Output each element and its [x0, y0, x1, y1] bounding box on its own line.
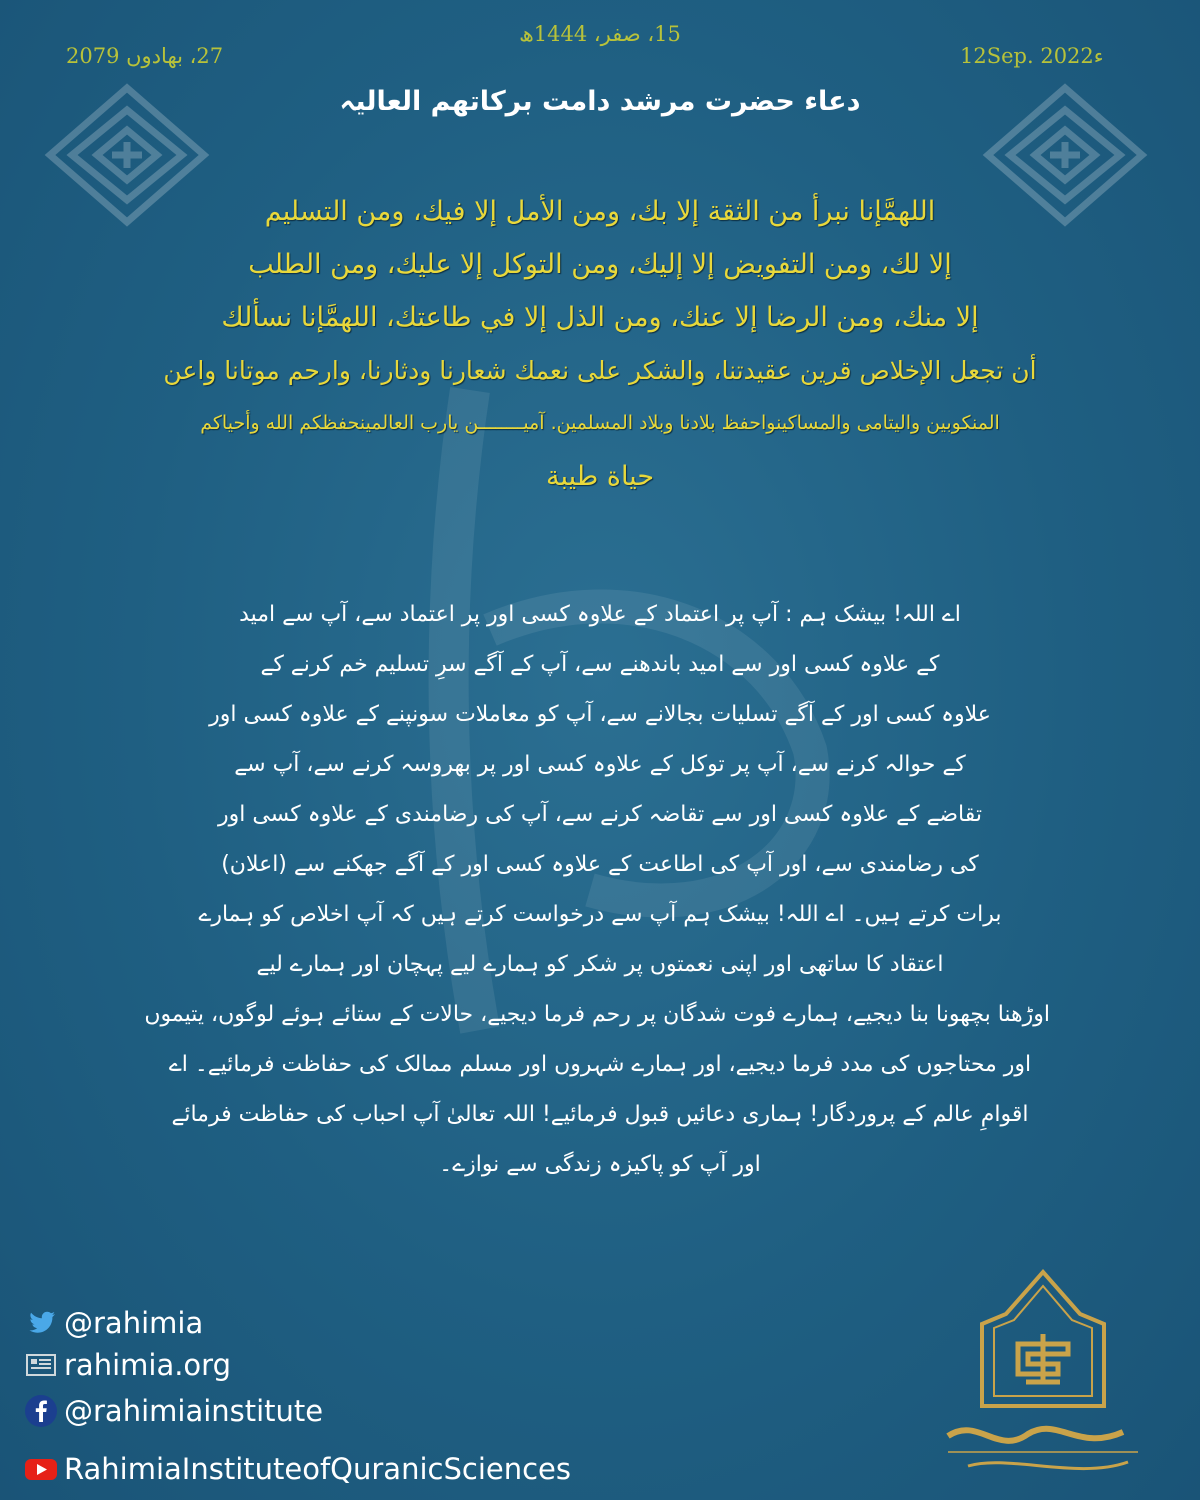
- arabic-line: اللهمَّإنا نبرأ من الثقة إلا بك، ومن الأمل إلا فيك، ومن التسليم: [264, 196, 936, 227]
- urdu-line: اور محتاجوں کی مدد فرما دیجیے، اور ہمارے شہروں اور مسلم ممالک کی حفاظت فرمائیے۔ اے: [168, 1052, 1032, 1077]
- urdu-line: علاوہ کسی اور کے آگے تسلیات بجالانے سے، آپ کو معاملات سونپنے کے علاوہ کسی اور: [209, 702, 991, 727]
- urdu-line: کے حوالہ کرنے سے، آپ پر توکل کے علاوہ کسی اور پر بھروسہ کرنے سے، آپ سے: [234, 752, 966, 777]
- urdu-line: برات کرتے ہیں۔ اے اللہ! بیشک ہم آپ سے درخواست کرتے ہیں کہ آپ اخلاص کو ہمارے: [198, 902, 1002, 927]
- website-url: rahimia.org: [64, 1348, 231, 1382]
- arabic-line: أن تجعل الإخلاص قرين عقيدتنا، والشكر على نعمك شعارنا ودثارنا، وارحم موتانا واعن: [163, 356, 1037, 385]
- facebook-icon: [24, 1394, 58, 1428]
- page-title: دعاء حضرت مرشد دامت برکاتھم العالیہ: [339, 86, 861, 117]
- urdu-translation: [144, 590, 1050, 1190]
- website-link[interactable]: [24, 1348, 231, 1382]
- urdu-line: اعتقاد کا ساتھی اور اپنی نعمتوں پر شکر کو ہمارے لیے پہچان اور ہمارے لیے: [256, 952, 944, 977]
- urdu-line: اور آپ کو پاکیزہ زندگی سے نوازے۔: [439, 1152, 761, 1177]
- arabic-line: حياة طيبة: [545, 461, 655, 492]
- twitter-link[interactable]: [24, 1306, 203, 1340]
- twitter-handle: @rahimia: [64, 1306, 204, 1340]
- youtube-channel: RahimiaInstituteofQuranicSciences: [64, 1452, 571, 1486]
- urdu-line: اوڑھنا بچھونا بنا دیجیے، ہمارے فوت شدگان پر رحم فرما دیجیے، حالات کے ستائے ہوئے لوگوں، یتیموں: [144, 1002, 1050, 1027]
- facebook-handle: @rahimiainstitute: [64, 1394, 324, 1428]
- rahimia-logo: [908, 1266, 1178, 1496]
- facebook-link[interactable]: [24, 1394, 323, 1428]
- hijri-date: 15، صفر، 1444ھ: [519, 22, 681, 46]
- arabic-line: إلا لك، ومن التفويض إلا إليك، ومن التوكل إلا عليك، ومن الطلب: [248, 249, 952, 280]
- gregorian-date: 12Sep. 2022ء: [960, 44, 1104, 68]
- urdu-line: اے اللہ! بیشک ہم : آپ پر اعتماد کے علاوہ کسی اور پر اعتماد سے، آپ سے امید: [239, 602, 961, 627]
- urdu-line: کی رضامندی سے، اور آپ کی اطاعت کے علاوہ کسی اور کے آگے جھکنے سے (اعلان): [221, 852, 979, 877]
- youtube-icon: [24, 1452, 58, 1486]
- arabic-line: المنكوبين واليتامى والمساكينواحفظ بلادنا وبلاد المسلمين. آميــــــــن يارب العالمينحفظكم الله وأحياكم: [200, 412, 1000, 434]
- bikrami-date: 27، بھادوں 2079: [66, 44, 224, 68]
- arabic-line: إلا منك، ومن الرضا إلا عنك، ومن الذل إلا في طاعتك، اللهمَّإنا نسألك: [221, 302, 979, 333]
- urdu-line: اقوامِ عالم کے پروردگار! ہماری دعائیں قبول فرمائیے! اللہ تعالیٰ آپ احباب کی حفاظت فرمائے: [171, 1102, 1029, 1127]
- web-icon: [24, 1348, 58, 1382]
- arabic-dua: [80, 185, 1120, 503]
- twitter-icon: [24, 1306, 58, 1340]
- urdu-line: تقاضے کے علاوہ کسی اور سے تقاضہ کرنے سے، آپ کی رضامندی کے علاوہ کسی اور: [217, 802, 983, 827]
- urdu-line: کے علاوہ کسی اور سے امید باندھنے سے، آپ کے آگے سرِ تسلیم خم کرنے کے: [260, 652, 940, 677]
- youtube-link[interactable]: [24, 1452, 571, 1486]
